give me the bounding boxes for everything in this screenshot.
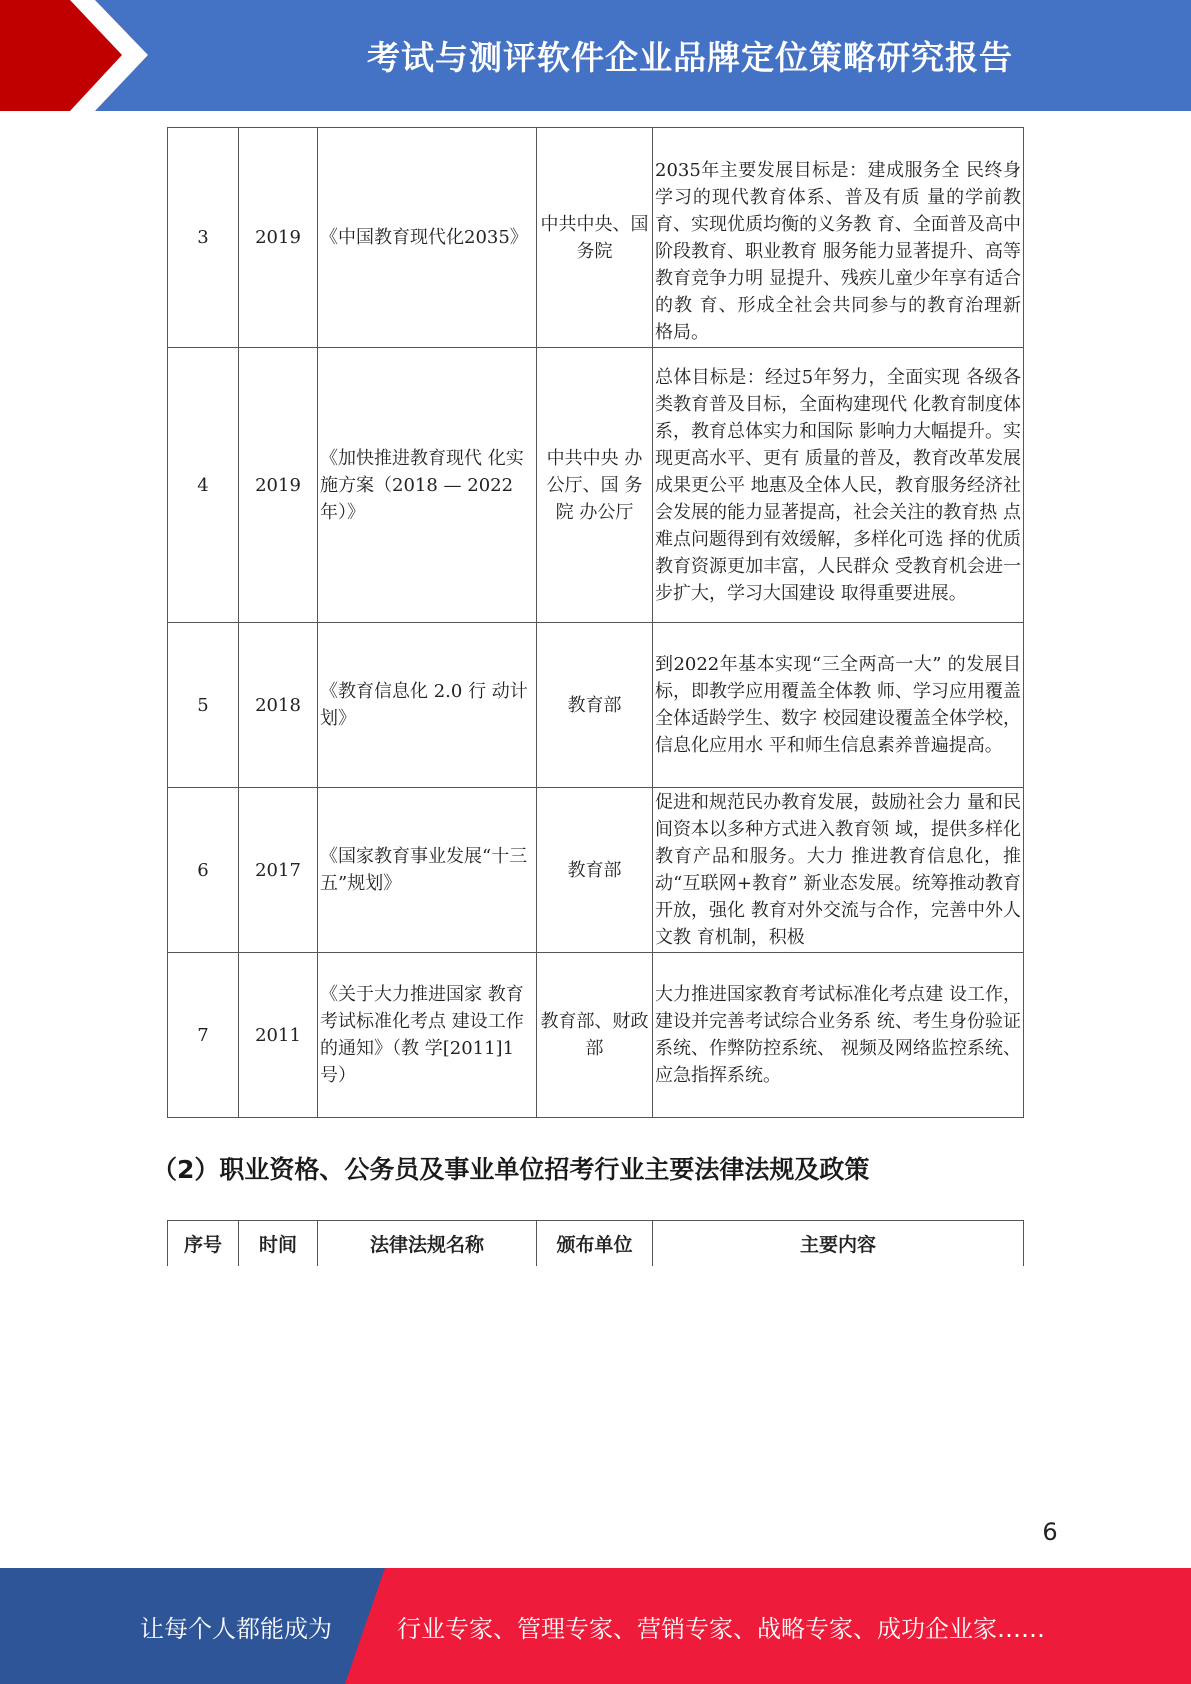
policy-content: 总体目标是：经过5年努力，全面实现 各级各类教育普及目标，全面构建现代 化教育制度体系，教育总体实力和国际 影响力大幅提升。实现更高水平、更有 质量的普及，教育改革发展成果更公平 地惠及全体人民，教育服务经济社会发展的能力显著提高，社会关注的教育热 点难点问题得到有效缓解，多样化可选 择的优质教育资源更加丰富，人民群众 受教育机会进一步扩大，学习大国建设 取得重要进展。 [653, 348, 1024, 623]
policy-content: 促进和规范民办教育发展，鼓励社会力 量和民间资本以多种方式进入教育领 域，提供多样化教育产品和服务。大力 推进教育信息化，推动“互联网+教育” 新业态发展。统筹推动教育开放，强化 教育对外交流与合作，完善中外人文教 育机制，积极 [653, 788, 1024, 953]
row-year: 2011 [239, 953, 318, 1118]
page-footer [0, 1568, 1191, 1684]
policy-name: 《加快推进教育现代 化实施方案（2018 — 2022年）》 [318, 348, 537, 623]
header-arrow-icon [0, 0, 200, 111]
table-row [168, 128, 1024, 348]
policy-name: 《关于大力推进国家 教育考试标准化考点 建设工作的通知》（教 学[2011]1 号） [318, 953, 537, 1118]
page-number: 6 [1042, 1518, 1058, 1546]
issuing-body: 教育部 [537, 623, 653, 788]
policy-name: 《教育信息化 2.0 行 动计划》 [318, 623, 537, 788]
policy-name: 《中国教育现代化2035》 [318, 128, 537, 348]
issuing-body: 中共中央、国务院 [537, 128, 653, 348]
row-number: 6 [168, 788, 239, 953]
issuing-body: 中共中央 办公厅、国 务院 办公厅 [537, 348, 653, 623]
row-number: 5 [168, 623, 239, 788]
column-header-name: 法律法规名称 [318, 1221, 537, 1267]
issuing-body: 教育部、财政部 [537, 953, 653, 1118]
table-header-row [168, 1221, 1024, 1267]
row-year: 2019 [239, 348, 318, 623]
policy-content: 2035年主要发展目标是：建成服务全 民终身学习的现代教育体系、普及有质 量的学前教育、实现优质均衡的义务教 育、全面普及高中阶段教育、职业教育 服务能力显著提升、高等教育竞争力明 显提升、残疾儿童少年享有适合的教 育、形成全社会共同参与的教育治理新 格局。 [653, 128, 1024, 348]
row-number: 7 [168, 953, 239, 1118]
section-heading: （2）职业资格、公务员及事业单位招考行业主要法律法规及政策 [152, 1155, 870, 1184]
table-row [168, 348, 1024, 623]
row-number: 3 [168, 128, 239, 348]
issuing-body: 教育部 [537, 788, 653, 953]
table-row [168, 788, 1024, 953]
column-header-issuer: 颁布单位 [537, 1221, 653, 1267]
column-header-content: 主要内容 [653, 1221, 1024, 1267]
footer-slogan-list: 行业专家、管理专家、营销专家、战略专家、成功企业家…… [397, 1614, 1045, 1643]
policy-content: 大力推进国家教育考试标准化考点建 设工作，建设并完善考试综合业务系 统、考生身份验证系统、作弊防控系统、 视频及网络监控系统、应急指挥系统。 [653, 953, 1024, 1118]
page-header [0, 0, 1191, 111]
footer-slogan-lead: 让每个人都能成为 [140, 1614, 332, 1643]
column-header-time: 时间 [239, 1221, 318, 1267]
policy-content: 到2022年基本实现“三全两高一大” 的发展目标，即教学应用覆盖全体教 师、学习应用覆盖全体适龄学生、数字 校园建设覆盖全体学校，信息化应用水 平和师生信息素养普遍提高。 [653, 623, 1024, 788]
column-header-number: 序号 [168, 1221, 239, 1267]
policy-name: 《国家教育事业发展“十三五”规划》 [318, 788, 537, 953]
table-row [168, 623, 1024, 788]
row-year: 2017 [239, 788, 318, 953]
regulation-table-header [167, 1220, 1024, 1266]
policy-table [167, 127, 1024, 1118]
table-row [168, 953, 1024, 1118]
report-title: 考试与测评软件企业品牌定位策略研究报告 [367, 38, 1013, 77]
row-year: 2019 [239, 128, 318, 348]
row-number: 4 [168, 348, 239, 623]
row-year: 2018 [239, 623, 318, 788]
